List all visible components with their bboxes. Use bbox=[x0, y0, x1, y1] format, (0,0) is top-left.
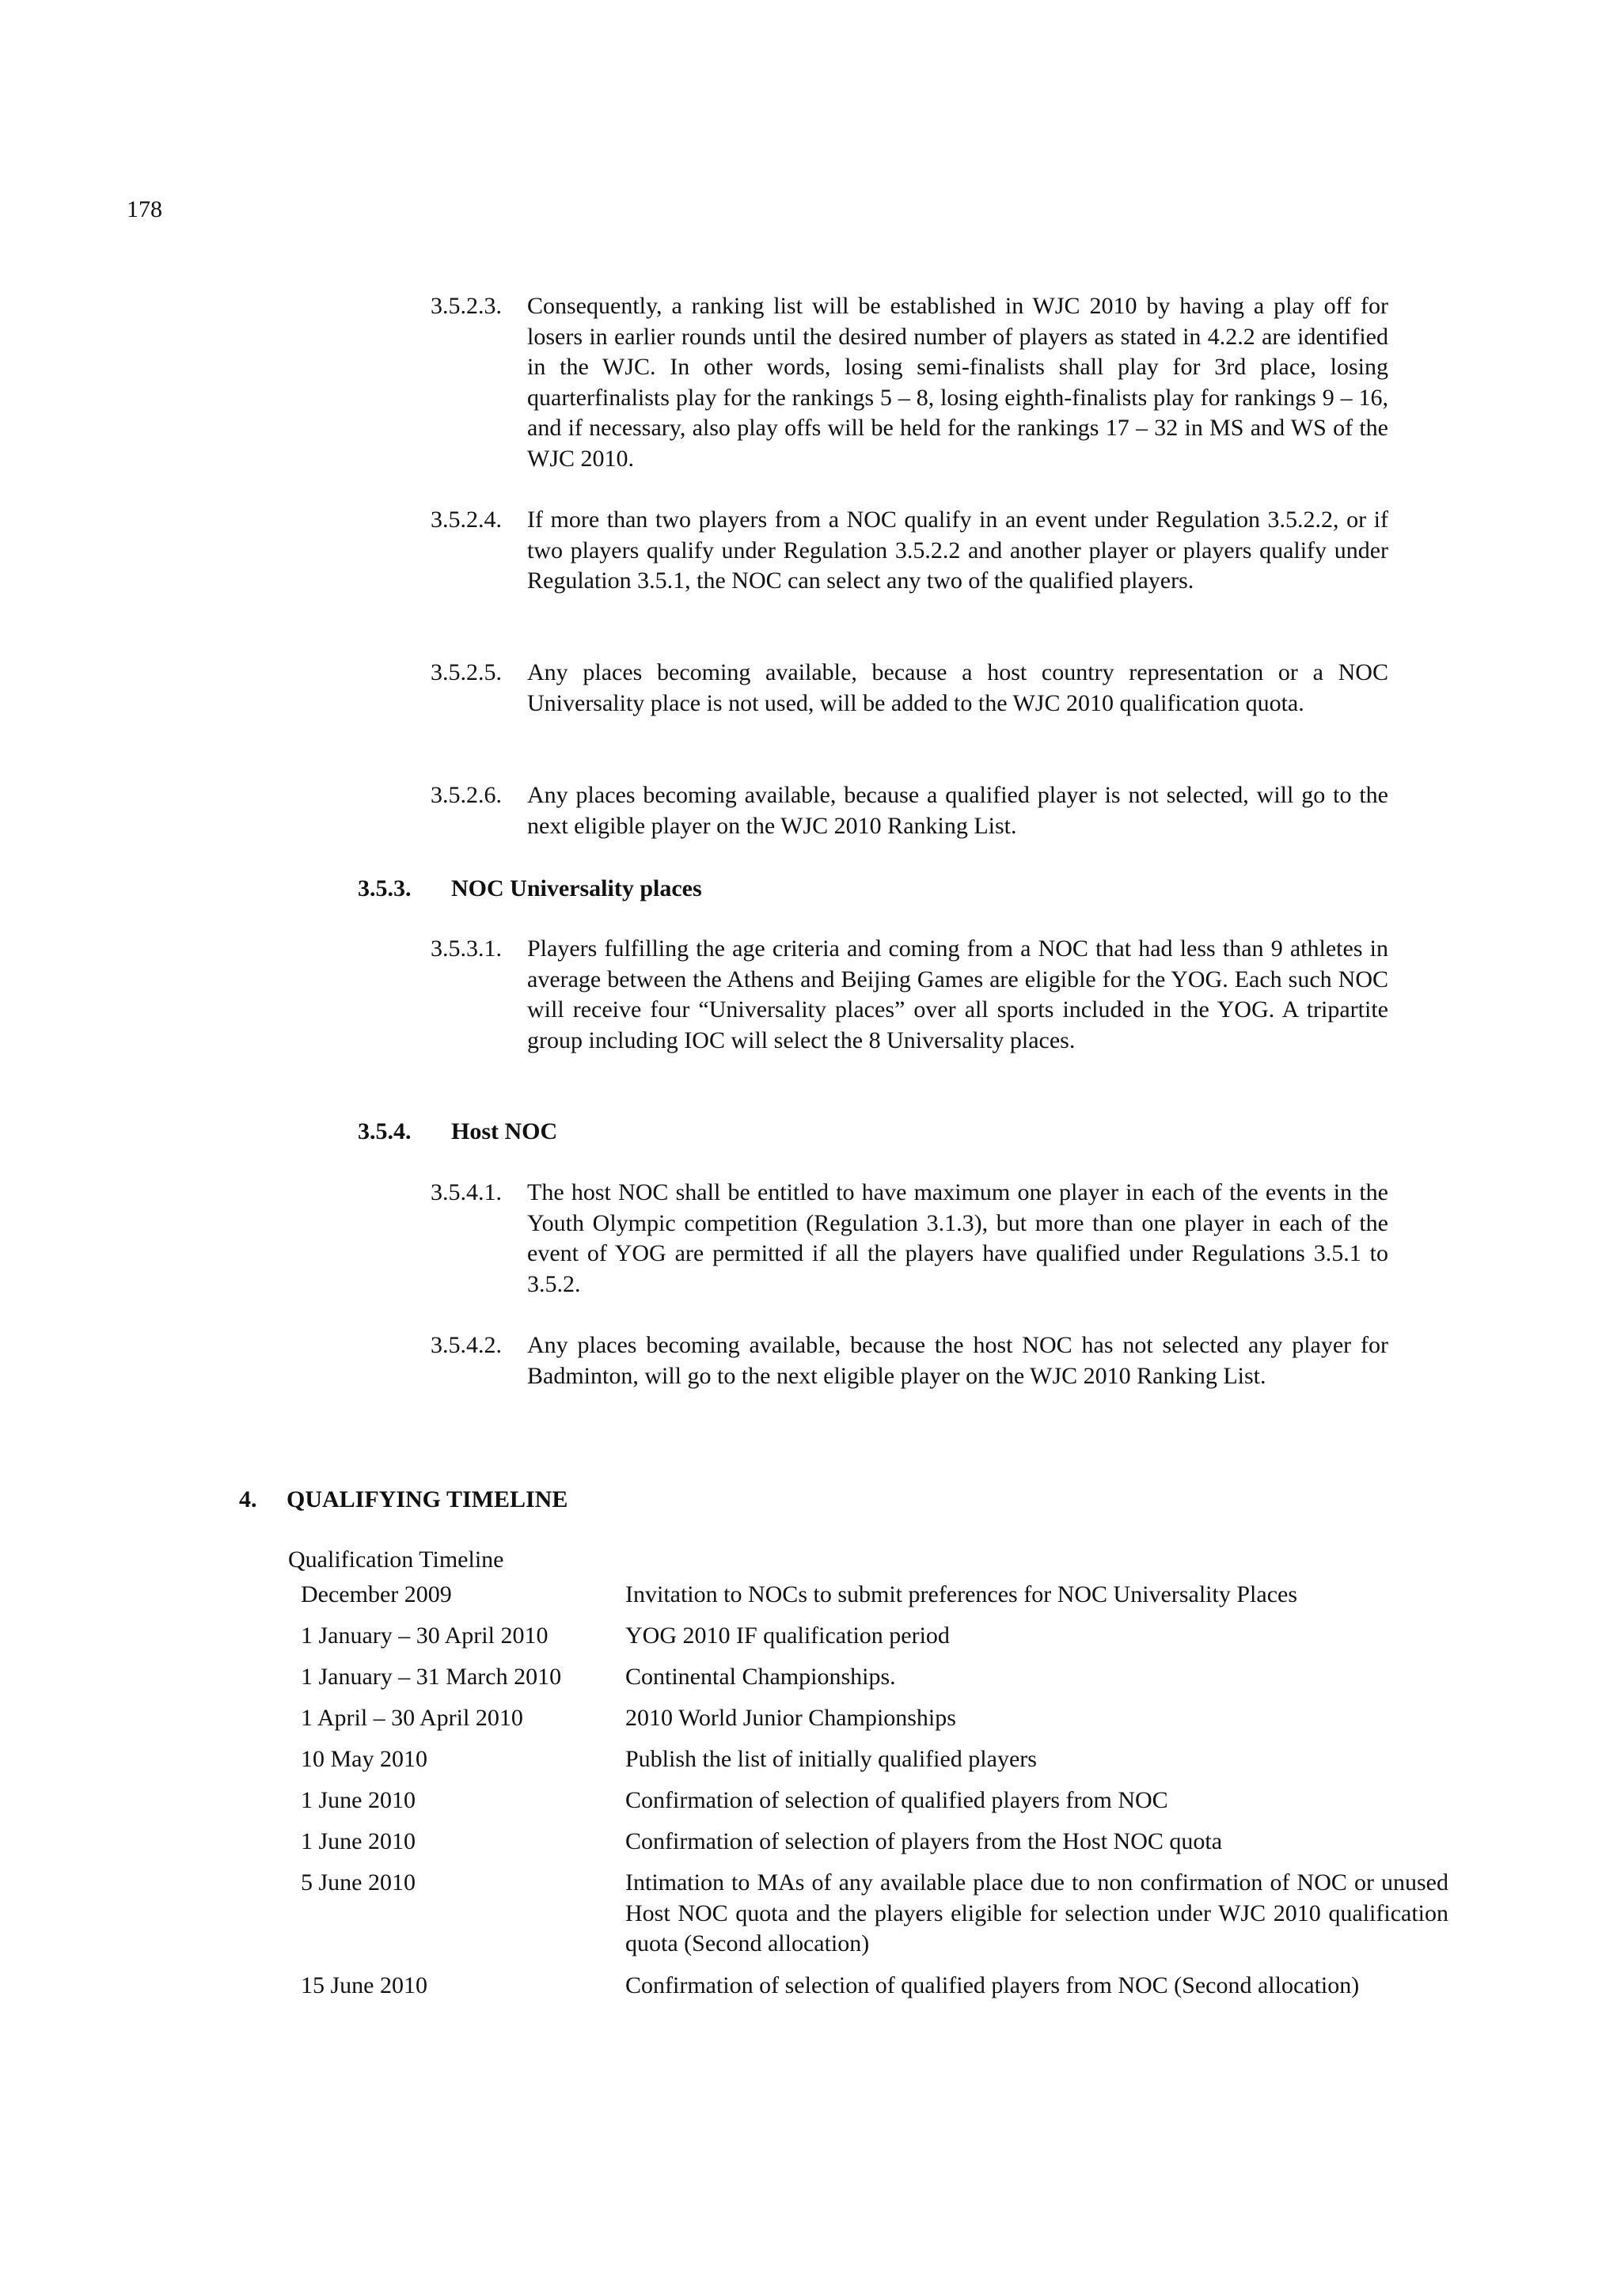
paragraph-number: 3.5.2.6. bbox=[431, 782, 502, 808]
timeline-description: Publish the list of initially qualified players bbox=[625, 1746, 1037, 1772]
paragraph-number: 3.5.4.2. bbox=[431, 1332, 502, 1358]
timeline-date: December 2009 bbox=[301, 1581, 452, 1607]
paragraph-3-5-3-1 bbox=[431, 934, 1388, 1056]
timeline-date: 1 June 2010 bbox=[301, 1787, 416, 1813]
paragraph-text: Consequently, a ranking list will be established in WJC 2010 by having a play off for losers in earlier rounds until the desired number of players as stated in 4.2.2 are identified in the WJC. In other words, losing semi-finalists shall play for 3rd place, losing quarterfinalists play for the rankings 5 – 8, losing eighth-finalists play for rankings 9 – 16, and if necessary, also play offs will be held for the rankings 17 – 32 in MS and WS of the WJC 2010. bbox=[527, 293, 1388, 472]
section-title: Host NOC bbox=[451, 1118, 558, 1144]
timeline-description: Confirmation of selection of players from the Host NOC quota bbox=[625, 1828, 1223, 1854]
timeline-date: 10 May 2010 bbox=[301, 1746, 427, 1772]
paragraph-number: 3.5.2.4. bbox=[431, 507, 502, 533]
paragraph-text: Players fulfilling the age criteria and coming from a NOC that had less than 9 athletes in average between the Athens and Beijing Games are eligible for the YOG. Each such NOC will receive four “Universality places” over all sports included in the YOG. A tripartite group including IOC will select the 8 Universality places. bbox=[527, 935, 1388, 1053]
paragraph-text: Any places becoming available, because a host country representation or a NOC Universality place is not used, will be added to the WJC 2010 qualification quota. bbox=[527, 659, 1388, 716]
paragraph-text: If more than two players from a NOC qualify in an event under Regulation 3.5.2.2, or if two players qualify under Regulation 3.5.2.2 and another player or players qualify under Regulation 3.5.1, the NOC can select any two of the qualified players. bbox=[527, 507, 1388, 594]
timeline-date: 1 January – 31 March 2010 bbox=[301, 1664, 562, 1690]
section-title: QUALIFYING TIMELINE bbox=[287, 1486, 568, 1512]
page-number: 178 bbox=[127, 196, 162, 222]
section-number: 3.5.4. bbox=[358, 1118, 412, 1144]
timeline-description: Confirmation of selection of qualified players from NOC (Second allocation) bbox=[625, 1972, 1360, 1998]
timeline-date: 1 January – 30 April 2010 bbox=[301, 1622, 549, 1649]
paragraph-number: 3.5.3.1. bbox=[431, 935, 502, 962]
paragraph-number: 3.5.2.3. bbox=[431, 293, 502, 319]
timeline-description: Intimation to MAs of any available place due to non confirmation of NOC or unused Host NOC quota and the players eligible for selection under WJC 2010 qualification quota (Second allocation) bbox=[625, 1869, 1448, 1956]
timeline-date: 1 June 2010 bbox=[301, 1828, 416, 1854]
paragraph-3-5-2-6 bbox=[431, 780, 1388, 841]
section-title: NOC Universality places bbox=[451, 875, 702, 901]
timeline-description: Invitation to NOCs to submit preferences for NOC Universality Places bbox=[625, 1581, 1297, 1607]
timeline-caption: Qualification Timeline bbox=[288, 1546, 504, 1573]
section-number: 4. bbox=[239, 1486, 257, 1512]
paragraph-3-5-2-3 bbox=[431, 291, 1388, 475]
timeline-date: 5 June 2010 bbox=[301, 1869, 416, 1896]
timeline-description: YOG 2010 IF qualification period bbox=[625, 1622, 950, 1649]
timeline-date: 1 April – 30 April 2010 bbox=[301, 1705, 523, 1731]
paragraph-text: Any places becoming available, because the host NOC has not selected any player for Badminton, will go to the next eligible player on the WJC 2010 Ranking List. bbox=[527, 1332, 1388, 1389]
paragraph-3-5-2-4 bbox=[431, 505, 1388, 597]
timeline-description: Continental Championships. bbox=[625, 1664, 896, 1690]
paragraph-3-5-4-1 bbox=[431, 1178, 1388, 1300]
paragraph-text: The host NOC shall be entitled to have maximum one player in each of the events in the Youth Olympic competition (Regulation 3.1.3), but more than one player in each of the event of YOG are permitted if all the players have qualified under Regulations 3.5.1 to 3.5.2. bbox=[527, 1179, 1388, 1297]
paragraph-3-5-4-2 bbox=[431, 1330, 1388, 1391]
paragraph-text: Any places becoming available, because a qualified player is not selected, will go to the next eligible player on the WJC 2010 Ranking List. bbox=[527, 782, 1388, 839]
timeline-description: 2010 World Junior Championships bbox=[625, 1705, 956, 1731]
section-number: 3.5.3. bbox=[358, 875, 412, 901]
timeline-description: Confirmation of selection of qualified players from NOC bbox=[625, 1787, 1168, 1813]
paragraph-number: 3.5.4.1. bbox=[431, 1179, 502, 1205]
paragraph-number: 3.5.2.5. bbox=[431, 659, 502, 685]
paragraph-3-5-2-5 bbox=[431, 658, 1388, 719]
timeline-date: 15 June 2010 bbox=[301, 1972, 427, 1998]
